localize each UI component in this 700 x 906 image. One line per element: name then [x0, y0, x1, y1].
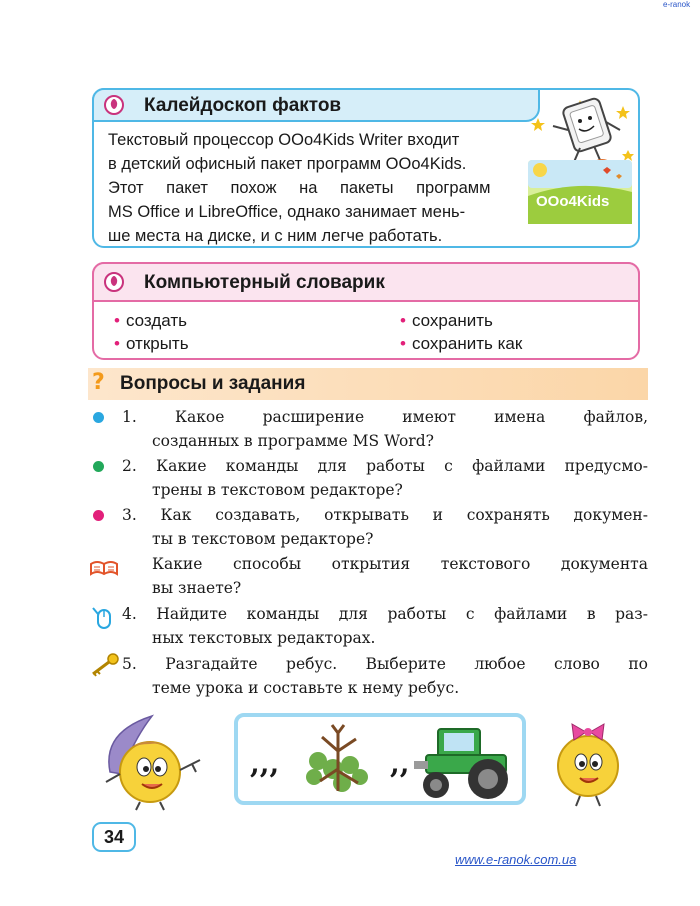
star-badge-icon [104, 272, 124, 292]
question-mark-icon: ? [92, 370, 105, 395]
level-dot-blue [93, 412, 104, 423]
level-dot-pink [93, 510, 104, 521]
question-2-line-1: 2. Какие команды для работы с файлами предусмо- [122, 457, 648, 475]
level-dot-green [93, 461, 104, 472]
facts-title: Калейдоскоп фактов [144, 95, 342, 116]
facts-line: Этот пакет похож на пакеты программ [108, 179, 491, 197]
facts-line: ше места на диске, и с ним легче работать. [108, 227, 443, 245]
dictionary-term: • открыть [114, 334, 189, 354]
star-badge-icon [104, 95, 124, 115]
questions-title: Вопросы и задания [120, 373, 306, 394]
publisher-url[interactable]: www.e-ranok.com.ua [455, 852, 577, 867]
question-4-line-2: ных текстовых редакторах. [152, 629, 376, 647]
question-4-line-1: 4. Найдите команды для работы с файлами в раз- [122, 605, 648, 623]
questions-header [88, 368, 648, 400]
question-2-line-2: трены в текстовом редакторе? [152, 481, 403, 499]
mascot-ball-with-feather [92, 712, 210, 812]
facts-line: Текстовый процессор OOo4Kids Writer входит [108, 131, 460, 149]
facts-line: в детский офисный пакет программ OOo4Kids. [108, 155, 467, 173]
tractor-picture [408, 721, 520, 801]
mascot-ball-with-bow [548, 716, 628, 808]
dictionary-term: • сохранить [400, 311, 493, 331]
question-3-line-2: ты в текстовом редакторе? [152, 530, 374, 548]
question-3b-line-2: вы знаете? [152, 579, 242, 597]
question-5-line-2: теме урока и составьте к нему ребус. [152, 679, 460, 697]
ooo4kids-logo-card [528, 160, 632, 224]
dictionary-term: • создать [114, 311, 187, 331]
rebus-quote-1: ,,, [250, 747, 280, 780]
tree-roots-picture [298, 721, 378, 799]
computer-mouse-icon [89, 604, 119, 630]
dictionary-header [92, 262, 640, 302]
key-icon [88, 652, 120, 678]
logo-text: OOo4Kids [536, 193, 610, 210]
publisher-corner-mark: e-ranok [663, 0, 691, 9]
page-number: 34 [92, 822, 136, 852]
question-3b-line-1: Какие способы открытия текстового документа [152, 555, 648, 573]
question-1-line-1: 1. Какое расширение имеют имена файлов, [122, 408, 648, 426]
ooo4kids-illustration [428, 78, 638, 238]
dictionary-term: • сохранить как [400, 334, 522, 354]
facts-line: MS Office и LibreOffice, однако занимает мень- [108, 203, 466, 221]
open-book-icon [89, 558, 119, 578]
rebus-quote-2: ,, [390, 747, 410, 780]
dictionary-title: Компьютерный словарик [144, 272, 385, 293]
question-5-line-1: 5. Разгадайте ребус. Выберите любое слово по [122, 655, 648, 673]
mascot-computer-icon [553, 97, 620, 165]
rebus-box [234, 713, 526, 805]
dictionary-box [92, 262, 640, 360]
question-3-line-1: 3. Как создавать, открывать и сохранять докумен- [122, 506, 648, 524]
question-1-line-2: созданных в программе MS Word? [152, 432, 434, 450]
